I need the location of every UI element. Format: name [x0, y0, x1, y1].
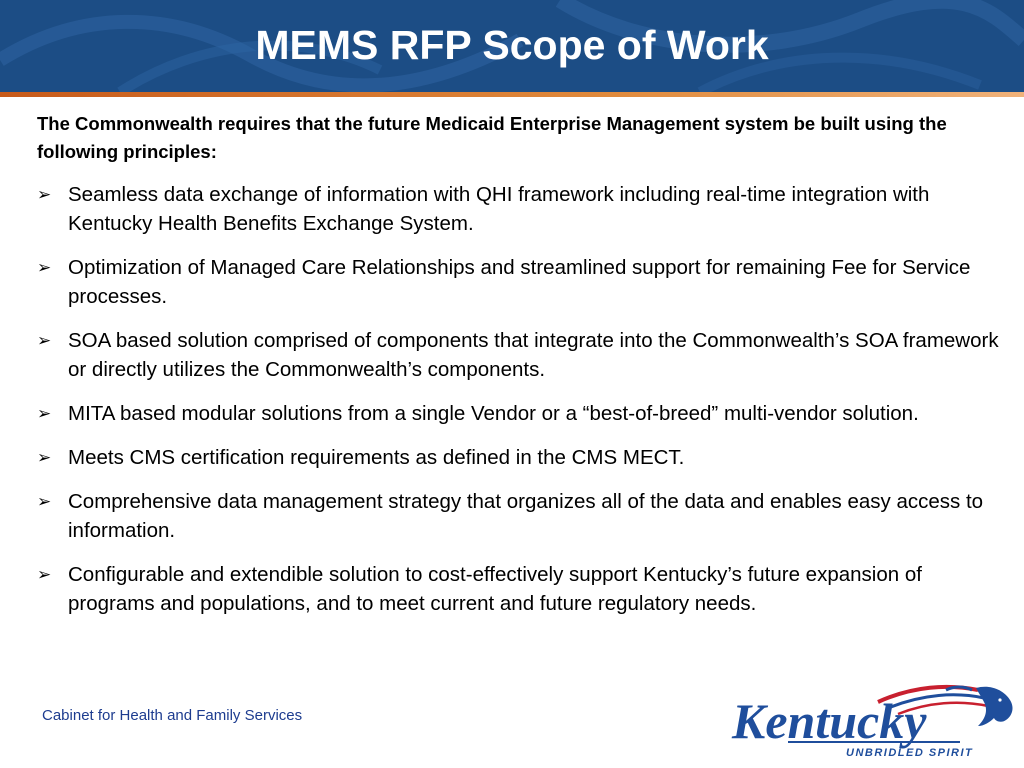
list-item [37, 443, 1003, 472]
arrow-bullet-icon: ➢ [37, 404, 52, 423]
list-item-text: Configurable and extendible solution to cost-effectively support Kentucky’s future expansion of programs and populations, and to meet current and future regulatory needs. [68, 563, 922, 615]
kentucky-logo [728, 676, 1018, 762]
logo-wordmark: Kentucky [732, 693, 927, 749]
arrow-bullet-icon: ➢ [37, 258, 52, 277]
list-item [37, 180, 1003, 238]
list-item [37, 326, 1003, 384]
intro-text: The Commonwealth requires that the future Medicaid Enterprise Management system be built using the following principles: [37, 113, 947, 162]
list-item-text: SOA based solution comprised of components that integrate into the Commonwealth’s SOA framework or directly utilizes the Commonwealth’s components. [68, 329, 999, 381]
list-item [37, 399, 1003, 428]
list-item-text: Meets CMS certification requirements as defined in the CMS MECT. [68, 446, 685, 469]
list-item-text: MITA based modular solutions from a single Vendor or a “best-of-breed” multi-vendor solution. [68, 402, 919, 425]
arrow-bullet-icon: ➢ [37, 492, 52, 511]
footer-agency-name: Cabinet for Health and Family Services [42, 707, 303, 724]
list-item [37, 487, 1003, 545]
list-item-text: Seamless data exchange of information with QHI framework including real-time integration with Kentucky Health Benefits Exchange System. [68, 183, 930, 235]
header-accent-rule [0, 92, 1024, 97]
arrow-bullet-icon: ➢ [37, 185, 52, 204]
arrow-bullet-icon: ➢ [37, 448, 52, 467]
logo-tagline: UNBRIDLED SPIRIT [846, 747, 974, 759]
principles-list [37, 180, 1003, 633]
horse-head-icon [946, 687, 1013, 726]
list-item-text: Comprehensive data management strategy that organizes all of the data and enables easy access to information. [68, 490, 984, 542]
header-banner [0, 0, 1024, 92]
arrow-bullet-icon: ➢ [37, 331, 52, 350]
list-item [37, 560, 1003, 618]
slide-title: MEMS RFP Scope of Work [255, 22, 769, 68]
list-item-text: Optimization of Managed Care Relationships and streamlined support for remaining Fee for Service processes. [68, 256, 971, 308]
list-item [37, 253, 1003, 311]
arrow-bullet-icon: ➢ [37, 565, 52, 584]
